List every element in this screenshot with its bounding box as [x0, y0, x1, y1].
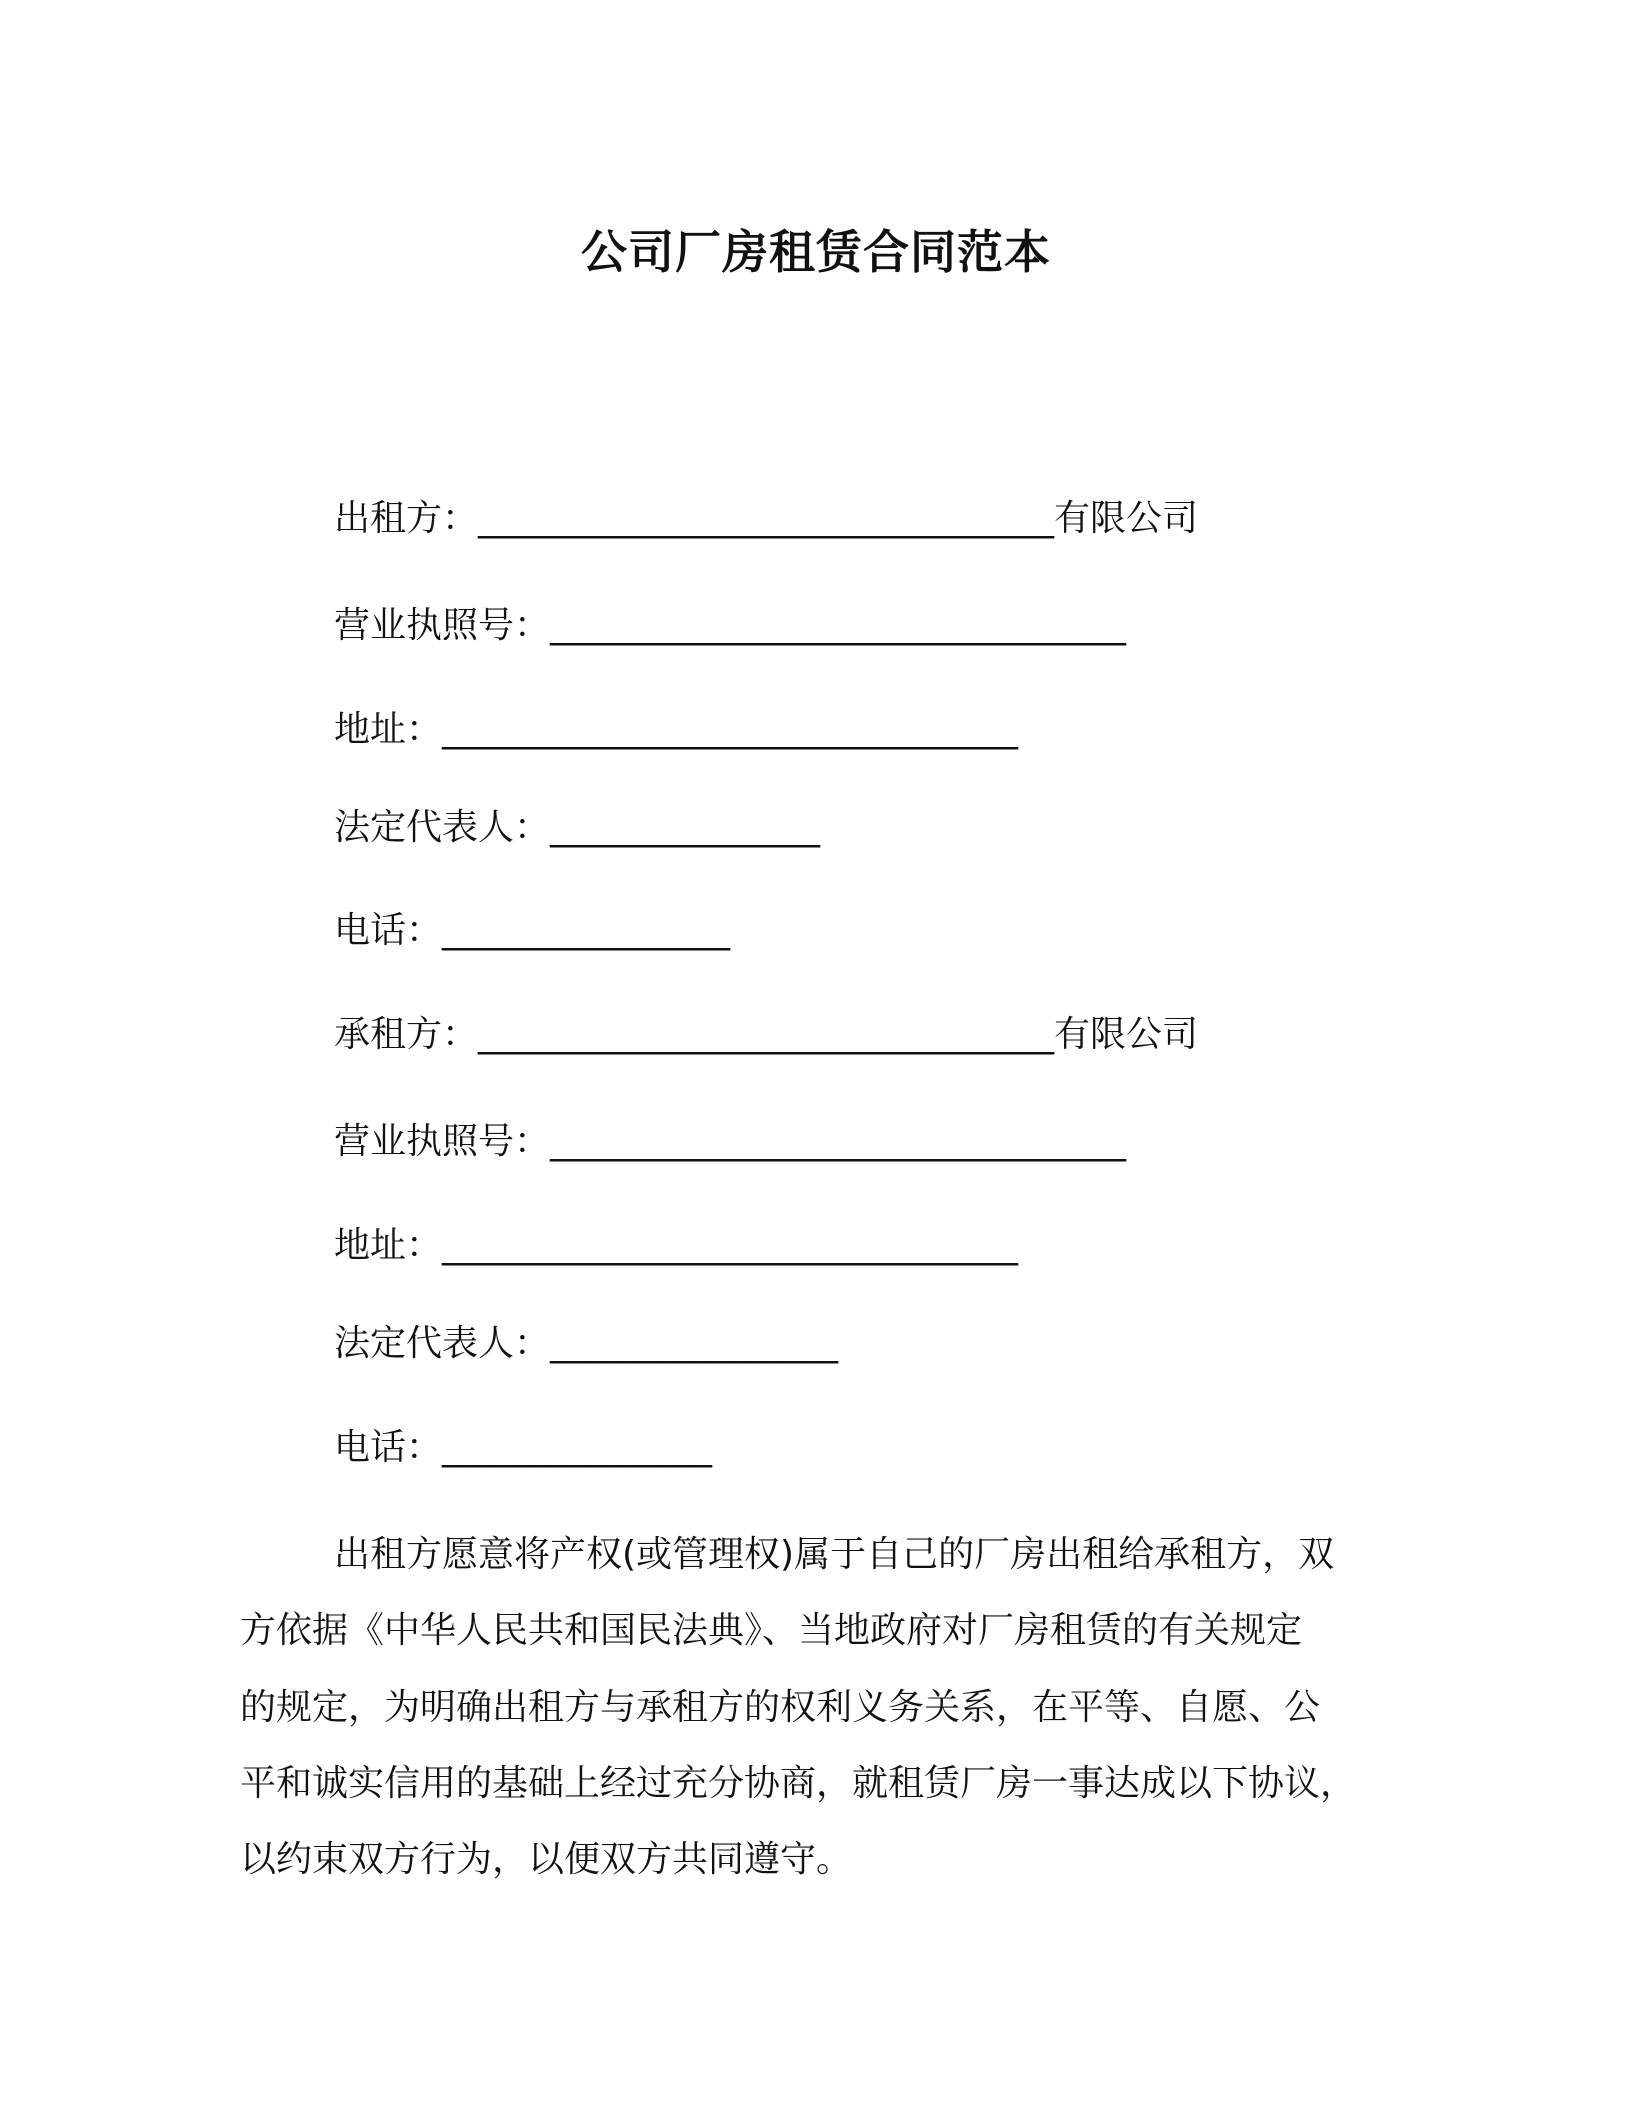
lessee-address-label: 地址： [334, 1225, 443, 1266]
lessor-license-label: 营业执照号： [334, 605, 551, 646]
lessee-address-line [334, 1221, 1018, 1271]
lessee-rep-blank[interactable]: ________________ [550, 1323, 839, 1364]
document-title: 公司厂房租赁合同范本 [581, 225, 1051, 279]
lessor-name-suffix: 有限公司 [1054, 498, 1199, 539]
lessor-license-line [334, 601, 1126, 651]
lessee-name-line [334, 1010, 1198, 1060]
lessee-rep-label: 法定代表人： [334, 1323, 551, 1364]
lessee-license-line [334, 1117, 1126, 1167]
lessee-rep-line [334, 1319, 838, 1369]
preamble-line-3: 的规定，为明确出租方与承租方的权利义务关系，在平等、自愿、公 [240, 1687, 1321, 1728]
preamble-line-4: 平和诚实信用的基础上经过充分协商，就租赁厂房一事达成以下协议， [240, 1763, 1357, 1804]
lessor-address-label: 地址： [334, 709, 443, 750]
lessor-name-label: 出租方： [334, 498, 479, 539]
lessor-name-line [334, 494, 1198, 544]
preamble-line-1: 出租方愿意将产权(或管理权)属于自己的厂房出租给承租方，双 [334, 1534, 1335, 1575]
lessee-name-suffix: 有限公司 [1054, 1014, 1199, 1055]
lessee-name-blank[interactable]: ________________________________ [478, 1014, 1055, 1055]
lessor-license-blank[interactable]: ________________________________ [550, 605, 1127, 646]
lessor-phone-blank[interactable]: ________________ [442, 910, 731, 951]
lessee-phone-line [334, 1423, 712, 1473]
lessor-rep-label: 法定代表人： [334, 807, 551, 848]
lessee-license-blank[interactable]: ________________________________ [550, 1121, 1127, 1162]
lessor-rep-line [334, 803, 820, 853]
lessor-phone-label: 电话： [334, 910, 443, 951]
lessor-rep-blank[interactable]: _______________ [550, 807, 821, 848]
lessor-name-blank[interactable]: ________________________________ [478, 498, 1055, 539]
lessee-address-blank[interactable]: ________________________________ [442, 1225, 1019, 1266]
lessee-license-label: 营业执照号： [334, 1121, 551, 1162]
lessee-phone-label: 电话： [334, 1427, 443, 1468]
preamble-line-5: 以约束双方行为，以便双方共同遵守。 [240, 1839, 853, 1880]
lessor-address-blank[interactable]: ________________________________ [442, 709, 1019, 750]
preamble-line-2: 方依据《中华人民共和国民法典》、当地政府对厂房租赁的有关规定 [240, 1610, 1303, 1651]
lessor-phone-line [334, 906, 730, 956]
lessee-phone-blank[interactable]: _______________ [442, 1427, 713, 1468]
lessee-name-label: 承租方： [334, 1014, 479, 1055]
lessor-address-line [334, 705, 1018, 755]
